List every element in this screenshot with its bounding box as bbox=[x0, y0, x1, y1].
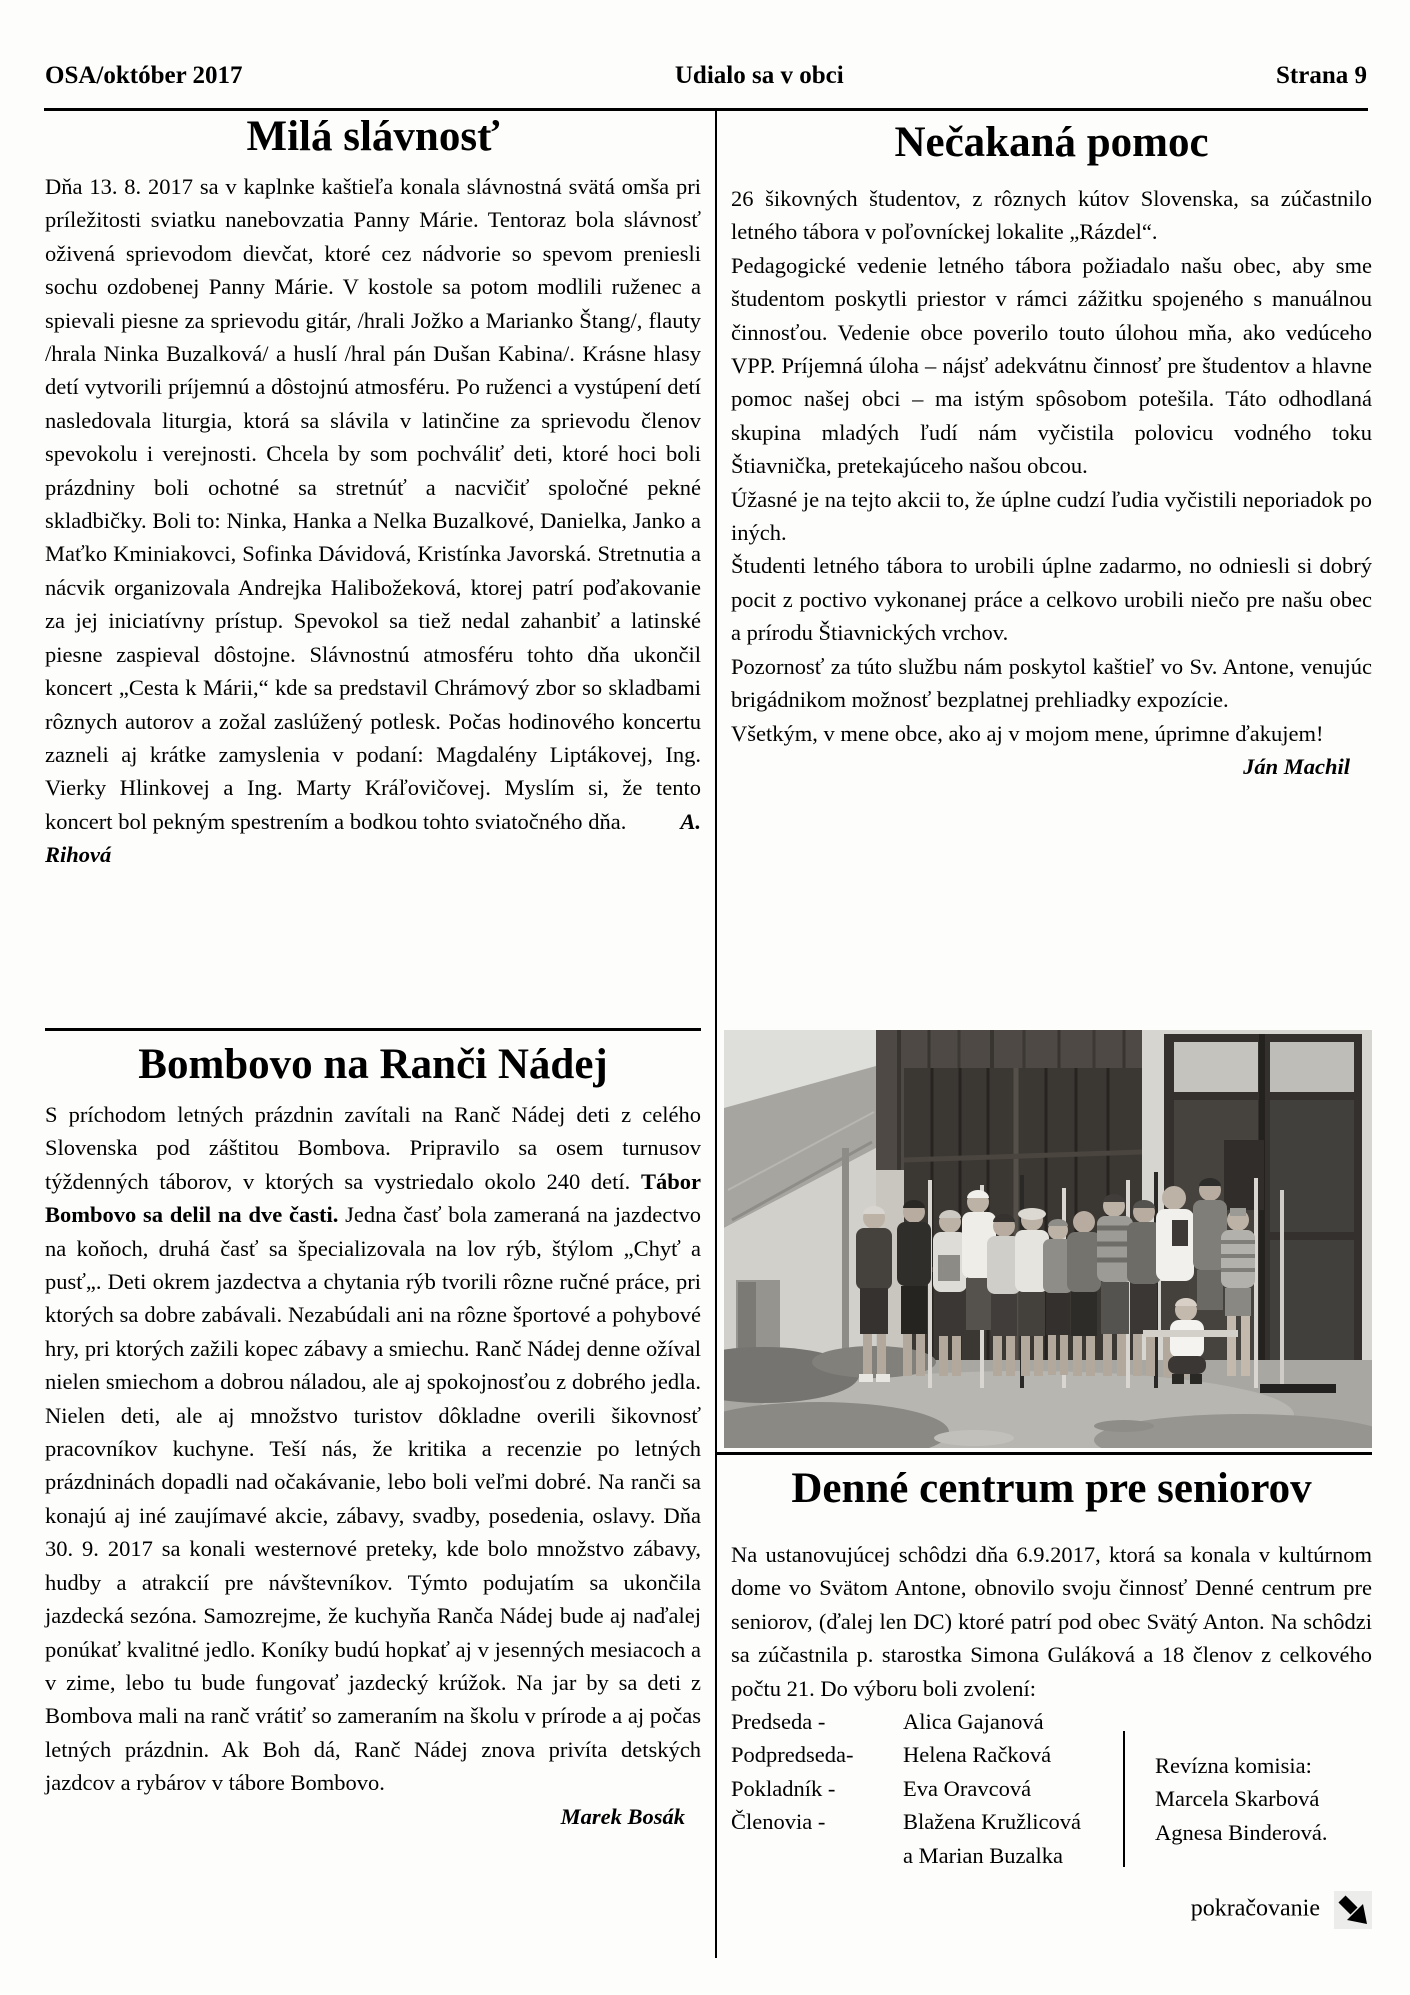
committee-name: Alica Gajanová bbox=[903, 1709, 1044, 1735]
article-signature: A. Rihová bbox=[45, 808, 701, 868]
article-title: Nečakaná pomoc bbox=[894, 119, 1209, 166]
article-paragraph: Pedagogické vedenie letného tábora požiadalo našu obec, aby sme študentom poskytli priestor v rámci zážitku spojeného s manuálnou činnosťou. Vedenie obce poverilo touto úlohou mňa, ako vedúceho VPP. Príjemná úloha – nájsť adekvátnu činnosť pre študentov a hlavne pomoc našej obci – ma istým spôsobom potešila. Táto odhodlaná skupina mladých ľudí nám vyčistila polovicu vodného toku Štiavnička, pretekajúceho našou obcou. bbox=[731, 252, 1372, 479]
committee-list bbox=[731, 1705, 1119, 1872]
revision-member: Agnesa Binderová. bbox=[1155, 1819, 1328, 1845]
header-issue: OSA/október 2017 bbox=[45, 62, 243, 89]
left-column bbox=[45, 112, 701, 1829]
article-bombovo bbox=[45, 1040, 701, 1833]
column-divider-rule bbox=[715, 108, 717, 1958]
article-body bbox=[45, 1098, 701, 1800]
revision-member: Marcela Skarbová bbox=[1155, 1786, 1320, 1812]
right-article-divider-rule bbox=[716, 1452, 1372, 1455]
committee-role: Podpredseda- bbox=[731, 1742, 854, 1768]
page-header bbox=[45, 62, 1367, 90]
article-text-start: S príchodom letných prázdnin zavítali na Ranč Nádej deti z celého Slovenska pod záštitou Bombova. Pripravilo sa osem turnusov týždenných táborov, v ktorých sa vystriedalo okolo 240 detí. bbox=[45, 1102, 701, 1194]
group-photo bbox=[724, 1030, 1372, 1448]
committee-row bbox=[731, 1839, 1119, 1872]
article-text: Dňa 13. 8. 2017 sa v kaplnke kaštieľa konala slávnostná svätá omša pri príležitosti sviatku nanebovzatia Panny Márie. Tentoraz bola slávnosť oživená sprievodom dievčat, ktoré cez nádvorie so spevom preniesli sochu ozdobenej Panny Márie. V kostole sa potom modlili ruženec a spievali piesne za sprievodu gitár, /hrali Jožko a Marianko Štang/, flauty /hrala Ninka Buzalková/ a huslí /hral pán Dušan Kabina/. Krásne hlasy detí vytvorili príjemnú a dôstojnú atmosféru. Po ruženci a vystúpení detí nasledovala liturgia, ktorá sa slávila v latinčine za sprievodu členov spevokolu i verejnosti. Chcela by som pochváliť deti, ktoré hoci boli prázdniny boli ochotné sa stretnúť a nacvičiť spoločné pekné skladbičky. Boli to: Ninka, Hanka a Nelka Buzalkové, Danielka, Janko a Maťko Kminiakovci, Sofinka Dávidová, Kristínka Javorská. Stretnutia a nácvik organizovala Andrejka Halibožeková, ktorej patrí poďakovanie za jej iniciatívny prístup. Spevokol sa tiež nedal zahanbiť a latinské piesne zaspieval dôstojne. Slávnostnú atmosféru tohto dňa ukončil koncert „Cesta k Márii,“ kde sa predstavil Chrámový zbor so skladbami rôznych autorov a zožal zaslúžený potlesk. Počas hodinového koncertu zazneli aj krátke zamyslenia v podaní: Magdalény Liptákovej, Ing. Vierky Hlinkovej a Ing. Marty Kráľovičovej. Myslím si, že tento koncert bol pekným spestrením a bodkou tohto sviatočného dňa. bbox=[45, 174, 701, 834]
continuation-note bbox=[731, 1891, 1372, 1929]
article-paragraph: Všetkým, v mene obce, ako aj v mojom mene, úprimne ďakujem! bbox=[731, 720, 1324, 746]
committee-separator-rule bbox=[1123, 1731, 1125, 1867]
continuation-label: pokračovanie bbox=[1190, 1895, 1320, 1922]
article-title: Milá slávnosť bbox=[246, 113, 500, 160]
header-page-number: Strana 9 bbox=[1276, 62, 1367, 89]
committee-name: Eva Oravcová bbox=[903, 1775, 1032, 1801]
article-paragraph: Pozornosť za túto službu nám poskytol kaštieľ vo Sv. Antone, venujúc brigádnikom možnosť bezplatnej prehliadky expozície. bbox=[731, 653, 1372, 713]
article-paragraph: 26 šikovných študentov, z rôznych kútov Slovenska, sa zúčastnilo letného tábora v poľovníckej lokalite „Rázdel“. bbox=[731, 186, 1372, 245]
committee-name: Helena Račková bbox=[903, 1742, 1052, 1768]
committee-board bbox=[731, 1705, 1372, 1935]
article-signature: Marek Bosák bbox=[560, 1803, 685, 1829]
committee-role: Pokladník - bbox=[731, 1775, 836, 1801]
article-signature: Ján Machil bbox=[1243, 753, 1350, 779]
revision-title: Revízna komisia: bbox=[1155, 1753, 1312, 1779]
article-paragraph: Úžasné je na tejto akcii to, že úplne cudzí ľudia vyčistili neporiadok po iných. bbox=[731, 486, 1372, 546]
committee-name: Blažena Kružlicová bbox=[903, 1809, 1082, 1835]
revision-committee bbox=[1155, 1749, 1371, 1849]
article-text-end: Jedna časť bola zameraná na jazdectvo na koňoch, druhá časť sa špecializovala na lov rýb, štýlom „Chyť a pusť„. Deti okrem jazdectva a chytania rýb tvorili rôzne ručné práce, pri ktorých sa dobre zabávali. Nezabúdali ani na rôzne športové a pohybové hry, pri ktorých zažili kopec zábavy a smiechu. Ranč Nádej denne ožíval nielen smiechom a dobrou náladou, ale aj spokojnosťou z dobrého jedla. Nielen deti, ale aj množstvo turistov dôkladne overili šikovnosť pracovníkov kuchyne. Teší nás, že kritika a recenzie po letných prázdninách dopadli nad očakávanie, lebo boli veľmi dobré. Na ranči sa konajú aj iné zaujímavé akcie, zábavy, svadby, posedenia, oslavy. Dňa 30. 9. 2017 sa konali westernové preteky, kde bolo množstvo zábavy, hudby a atrakcií pre návštevníkov. Týmto podujatím sa ukončila jazdecká sezóna. Samozrejme, že kuchyňa Ranča Nádej bude aj naďalej ponúkať kvalitné jedlo. Koníky budú hopkať aj v jesenných mesiacoch a v zime, lebo tu bude fungovať jazdecký krúžok. Na jar by sa deti z Bombova mali na ranč vrátiť so zameraním na školu v prírode a aj počas letných prázdnin. Ak Boh dá, Ranč Nádej znova privíta detských jazdcov a rybárov v tábore Bombovo. bbox=[45, 1202, 701, 1796]
article-necakana-pomoc bbox=[731, 118, 1372, 783]
right-column bbox=[731, 112, 1372, 783]
article-denne-centrum bbox=[731, 1462, 1372, 1935]
article-mila-slavnost bbox=[45, 112, 701, 872]
committee-role: Predseda - bbox=[731, 1709, 826, 1735]
committee-role bbox=[731, 1839, 903, 1872]
article-title: Denné centrum pre seniorov bbox=[791, 1465, 1312, 1512]
article-title: Bombovo na Ranči Nádej bbox=[138, 1041, 608, 1088]
article-body bbox=[45, 170, 701, 872]
committee-name: a Marian Buzalka bbox=[903, 1842, 1063, 1868]
committee-row bbox=[731, 1772, 1119, 1805]
article-body: Na ustanovujúcej schôdzi dňa 6.9.2017, ktorá sa konala v kultúrnom dome vo Svätom Antone, obnovilo svoju činnosť Denné centrum pre seniorov, (ďalej len DC) ktoré patrí pod obec Svätý Anton. Na schôdzi sa zúčastnila p. starostka Simona Guláková a 18 členov z celkového počtu 21. Do výboru boli zvolení: bbox=[731, 1542, 1372, 1701]
header-divider-rule bbox=[44, 108, 1368, 111]
article-text-bold: Tábor Bombovo sa delil na dve časti. bbox=[45, 1168, 701, 1228]
committee-row bbox=[731, 1805, 1119, 1838]
article-paragraph: Študenti letného tábora to urobili úplne zadarmo, no odniesli si dobrý pocit z poctivo vykonanej práce a celkovo urobili niečo pre našu obec a prírodu Štiavnických vrchov. bbox=[731, 553, 1372, 646]
group-photo-illustration bbox=[724, 1030, 1372, 1448]
continuation-arrow-icon bbox=[1334, 1891, 1372, 1929]
left-article-divider-rule bbox=[45, 1028, 701, 1031]
header-section-title: Udialo sa v obci bbox=[674, 62, 844, 89]
committee-row bbox=[731, 1705, 1119, 1738]
committee-row bbox=[731, 1738, 1119, 1771]
committee-role: Členovia - bbox=[731, 1809, 826, 1835]
